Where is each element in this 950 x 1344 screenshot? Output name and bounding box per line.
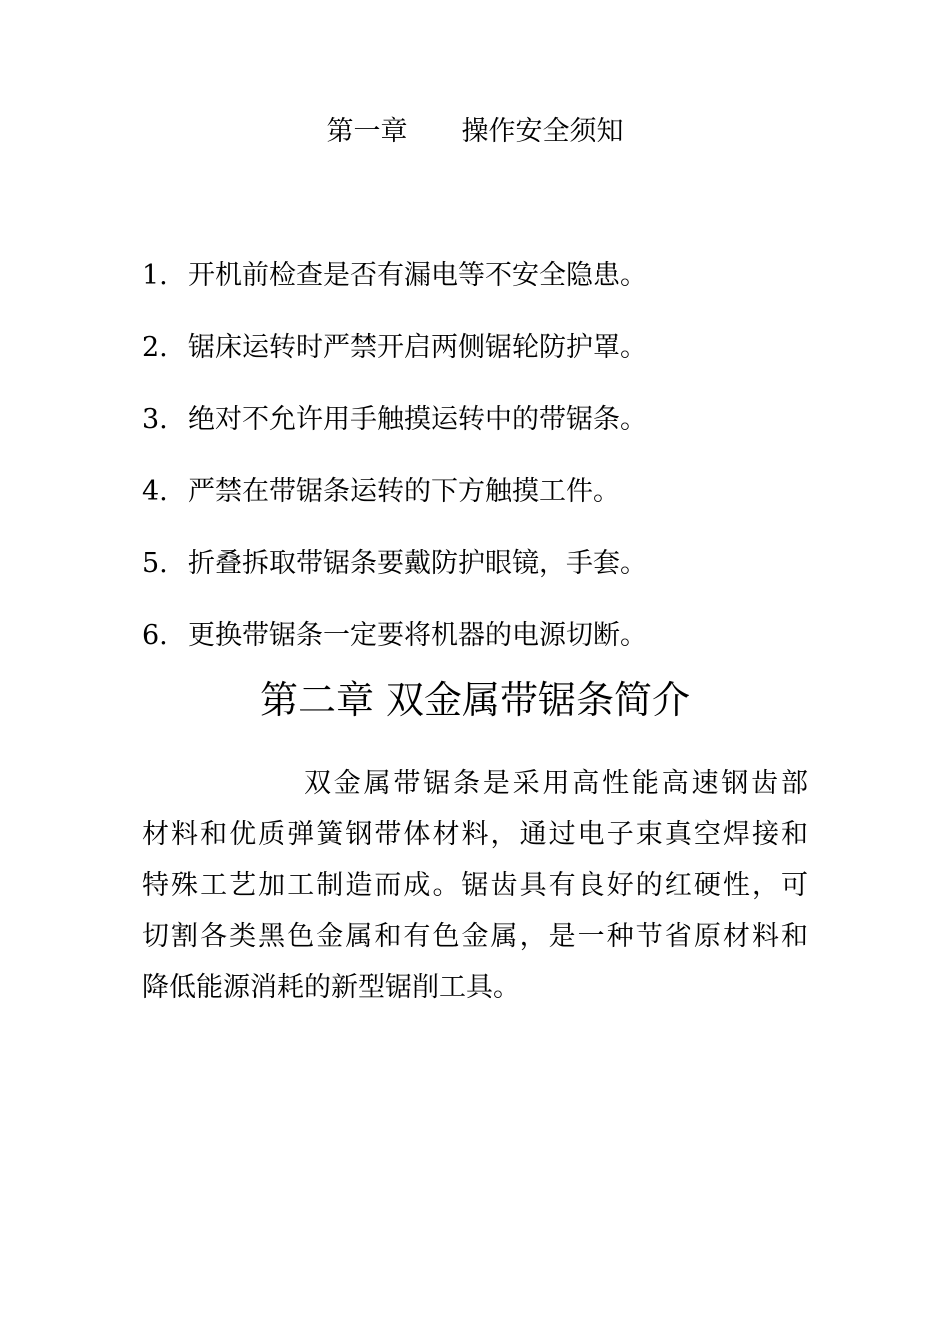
list-item [142,254,822,326]
list-item-number: 1. [142,260,168,291]
list-item-number: 5. [142,548,168,579]
list-item-text: 折叠拆取带锯条要戴防护眼镜，手套。 [188,548,647,579]
chapter-2-title: 第二章 双金属带锯条简介 [259,678,691,722]
intro-paragraph [142,758,808,1013]
list-item-number: 6. [142,620,168,651]
paragraph-line: 材料和优质弹簧钢带体材料，通过电子束真空焊接和 [142,819,808,850]
list-item-text: 严禁在带锯条运转的下方触摸工件。 [188,476,620,507]
paragraph-line: 降低能源消耗的新型锯削工具。 [142,972,520,1003]
chapter-1-title: 第一章 操作安全须知 [326,116,624,147]
list-item-text: 更换带锯条一定要将机器的电源切断。 [188,620,647,651]
list-item-text: 开机前检查是否有漏电等不安全隐患。 [188,260,647,291]
paragraph-line: 特殊工艺加工制造而成。锯齿具有良好的红硬性，可 [142,870,808,901]
safety-rules-list [142,254,822,686]
list-item-number: 2. [142,332,168,363]
list-item-text: 锯床运转时严禁开启两侧锯轮防护罩。 [188,332,647,363]
list-item-number: 4. [142,476,168,507]
paragraph-line: 切割各类黑色金属和有色金属，是一种节省原材料和 [142,921,808,952]
list-item [142,326,822,398]
paragraph-line: 双金属带锯条是采用高性能高速钢齿部 [304,768,808,799]
list-item [142,398,822,470]
list-item [142,542,822,614]
list-item-number: 3. [142,404,168,435]
list-item-text: 绝对不允许用手触摸运转中的带锯条。 [188,404,647,435]
list-item [142,470,822,542]
